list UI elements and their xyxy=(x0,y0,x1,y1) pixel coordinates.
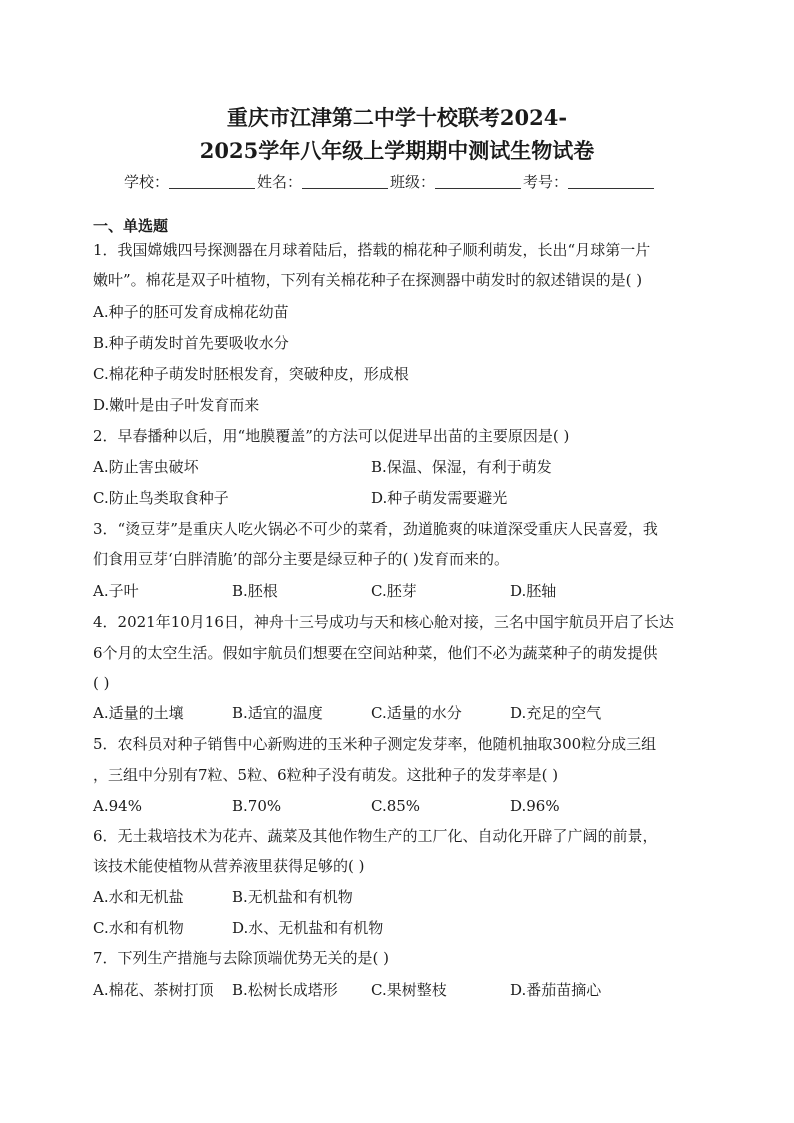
question-2-option-a: A.防止害虫破坏 xyxy=(93,458,199,476)
question-5-line-2: ，三组中分别有7粒、5粒、6粒种子没有萌发。这批种子的发芽率是( ) xyxy=(93,766,559,784)
question-4-line-2: 6个月的太空生活。假如宇航员们想要在空间站种菜，他们不必为蔬菜种子的萌发提供 xyxy=(93,644,658,662)
school-label: 学校： xyxy=(124,173,170,191)
question-3-line-1: 3．“烫豆芽”是重庆人吃火锅必不可少的菜肴，劲道脆爽的味道深受重庆人民喜爱，我 xyxy=(93,520,658,538)
question-2-option-b: B.保温、保湿，有利于萌发 xyxy=(371,458,552,476)
question-5-line-1: 5．农科员对种子销售中心新购进的玉米种子测定发芽率，他随机抽取300粒分成三组 xyxy=(93,735,657,753)
question-3-option-a: A.子叶 xyxy=(93,582,139,600)
question-7-option-b: B.松树长成塔形 xyxy=(232,981,338,999)
question-3-option-d: D.胚轴 xyxy=(510,582,557,600)
question-1-line-2: 嫩叶”。棉花是双子叶植物，下列有关棉花种子在探测器中萌发时的叙述错误的是( ) xyxy=(93,271,643,289)
exam-title-line-2: 2025学年八年级上学期期中测试生物试卷 xyxy=(199,138,595,163)
question-7-option-c: C.果树整枝 xyxy=(371,981,447,999)
question-4-option-d: D.充足的空气 xyxy=(510,704,602,722)
question-3-option-b: B.胚根 xyxy=(232,582,278,600)
question-3-option-c: C.胚芽 xyxy=(371,582,417,600)
question-3-line-2: 们食用豆芽‘白胖清脆’的部分主要是绿豆种子的( )发育而来的。 xyxy=(93,550,510,568)
question-5-option-b: B.70% xyxy=(232,797,282,815)
question-6-option-d: D.水、无机盐和有机物 xyxy=(232,919,384,937)
question-6-line-1: 6．无土栽培技术为花卉、蔬菜及其他作物生产的工厂化、自动化开辟了广阔的前景， xyxy=(93,827,658,845)
question-1-line-1: 1．我国嫦娥四号探测器在月球着陆后，搭载的棉花种子顺利萌发，长出“月球第一片 xyxy=(93,241,651,259)
question-7-option-a: A.棉花、茶树打顶 xyxy=(93,981,214,999)
question-7-option-d: D.番茄苗摘心 xyxy=(510,981,602,999)
question-4-option-c: C.适量的水分 xyxy=(371,704,462,722)
exam-title-line-1: 重庆市江津第二中学十校联考2024- xyxy=(226,105,568,130)
question-2-option-d: D.种子萌发需要避光 xyxy=(371,489,508,507)
question-5-option-d: D.96% xyxy=(510,797,560,815)
question-6-line-2: 该技术能使植物从营养液里获得足够的( ) xyxy=(93,857,365,875)
question-1-option-c: C.棉花种子萌发时胚根发育，突破种皮，形成根 xyxy=(93,365,409,383)
question-6-option-c: C.水和有机物 xyxy=(93,919,184,937)
question-6-option-b: B.无机盐和有机物 xyxy=(232,888,353,906)
section-heading: 一、单选题 xyxy=(93,217,169,235)
question-6-option-a: A.水和无机盐 xyxy=(93,888,184,906)
class-blank xyxy=(435,174,521,189)
question-5-option-a: A.94% xyxy=(93,797,142,815)
school-blank xyxy=(169,174,255,189)
exam-number-label: 考号： xyxy=(523,173,569,191)
question-4-option-a: A.适量的土壤 xyxy=(93,704,184,722)
question-1-option-d: D.嫩叶是由子叶发育而来 xyxy=(93,396,260,414)
name-label: 姓名： xyxy=(257,173,303,191)
question-4-option-b: B.适宜的温度 xyxy=(232,704,323,722)
question-2-line-1: 2．早春播种以后，用“地膜覆盖”的方法可以促进早出苗的主要原因是( ) xyxy=(93,427,570,445)
question-1-option-b: B.种子萌发时首先要吸收水分 xyxy=(93,334,289,352)
class-label: 班级： xyxy=(390,173,436,191)
question-4-line-3: ( ) xyxy=(93,674,110,692)
question-4-line-1: 4．2021年10月16日，神舟十三号成功与天和核心舱对接，三名中国宇航员开启了长达 xyxy=(93,613,674,631)
question-5-option-c: C.85% xyxy=(371,797,421,815)
name-blank xyxy=(302,174,388,189)
exam-number-blank xyxy=(568,174,654,189)
student-info-row xyxy=(124,171,656,192)
question-7-line-1: 7．下列生产措施与去除顶端优势无关的是( ) xyxy=(93,949,390,967)
question-1-option-a: A.种子的胚可发育成棉花幼苗 xyxy=(93,303,289,321)
question-2-option-c: C.防止鸟类取食种子 xyxy=(93,489,229,507)
